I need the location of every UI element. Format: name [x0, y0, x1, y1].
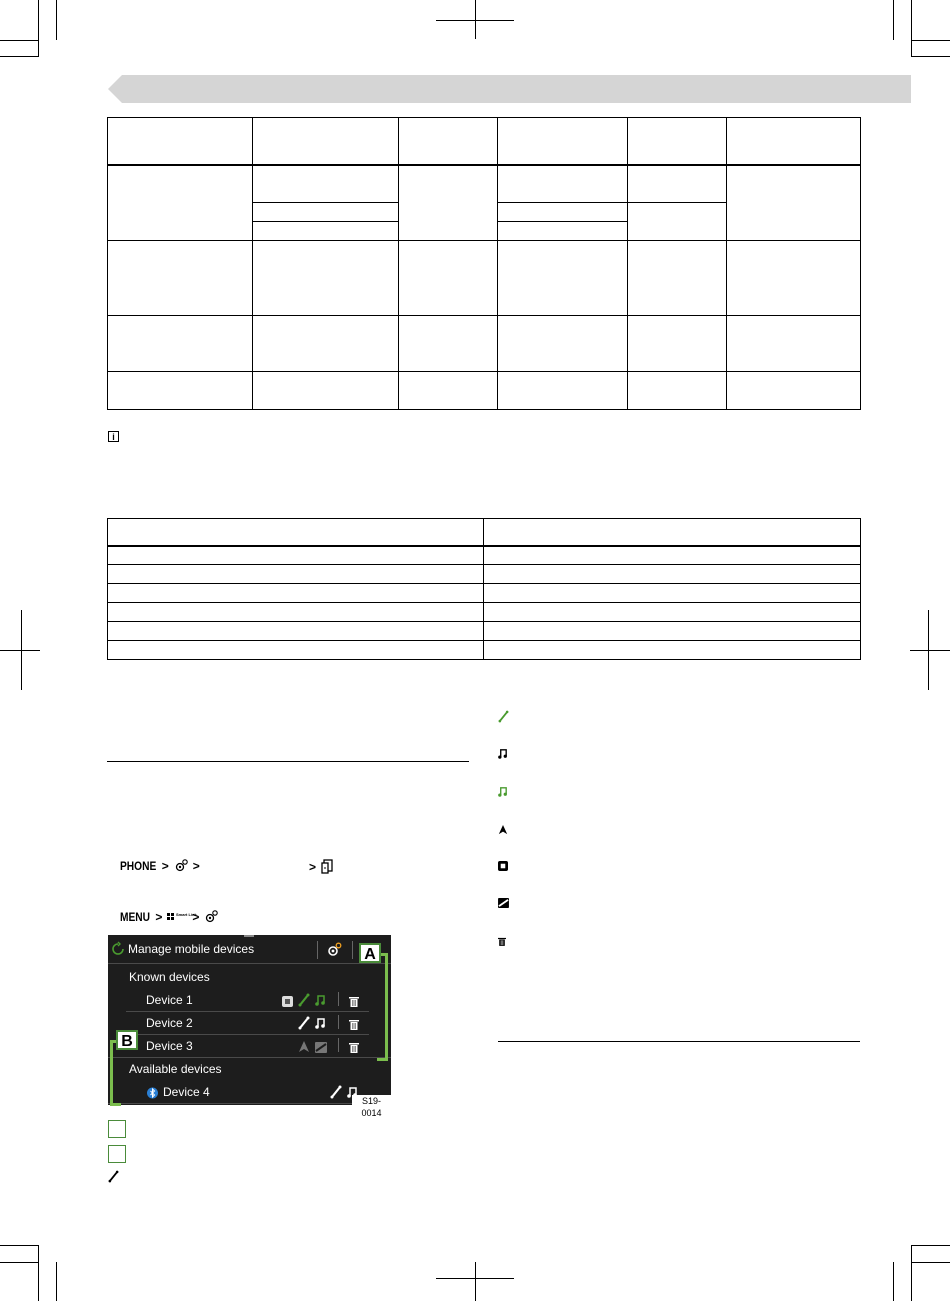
- gear-icon: [174, 859, 188, 873]
- table-header-row: [108, 118, 861, 165]
- figure-id: S19-0014: [352, 1095, 391, 1107]
- table-row: [108, 641, 861, 660]
- crop-mark: [436, 20, 514, 21]
- two-column-table: [107, 518, 861, 660]
- screen-title: Manage mobile devices: [128, 942, 255, 956]
- crop-mark: [21, 610, 22, 690]
- device-name[interactable]: Device 2: [146, 1016, 193, 1030]
- table-cell: [628, 372, 727, 410]
- table-cell: [628, 118, 727, 165]
- device-name[interactable]: Device 1: [146, 993, 193, 1007]
- table-cell: [484, 641, 861, 660]
- table-cell: [484, 519, 861, 546]
- smartlink-text: Smart Link: [176, 912, 198, 917]
- phone-green-icon: [498, 709, 509, 727]
- crop-mark: [912, 56, 950, 57]
- trash-icon[interactable]: [349, 1017, 359, 1035]
- smartlink-app-icon: [167, 911, 198, 923]
- row-divider: [338, 1015, 339, 1029]
- callout-b: B: [116, 1030, 138, 1050]
- table-cell: [484, 584, 861, 603]
- info-icon: i: [108, 431, 119, 442]
- crop-mark: [56, 0, 57, 40]
- crop-mark: [912, 1245, 950, 1246]
- table-cell: [108, 519, 484, 546]
- navigation-icon[interactable]: [298, 1040, 310, 1058]
- table-cell: [253, 372, 399, 410]
- music-icon[interactable]: [315, 1016, 326, 1034]
- table-cell: [399, 241, 498, 316]
- menu-navigation-path: [120, 910, 218, 924]
- section-separator: [108, 1057, 391, 1058]
- music-green-icon: [498, 784, 508, 802]
- phone-navigation-path-end: [309, 859, 333, 874]
- phone-icon[interactable]: [330, 1085, 342, 1103]
- gear-icon: [204, 910, 218, 924]
- table-cell: [108, 316, 253, 372]
- table-cell: [498, 316, 628, 372]
- row-divider: [338, 1038, 339, 1052]
- table-cell: [727, 165, 861, 241]
- table-cell: [484, 622, 861, 641]
- table-cell: [727, 241, 861, 316]
- navigation-icon: [498, 822, 508, 840]
- table-cell: [628, 316, 727, 372]
- known-devices-header: Known devices: [129, 970, 210, 984]
- bracket-a: [377, 953, 388, 1061]
- table-cell: [727, 316, 861, 372]
- crop-mark: [912, 1262, 950, 1263]
- crop-mark: [911, 0, 912, 57]
- smartlink-icon: [498, 858, 508, 876]
- crop-mark: [436, 1278, 514, 1279]
- title-divider: [317, 941, 318, 959]
- device-name[interactable]: Device 3: [146, 1039, 193, 1053]
- table-row: [108, 584, 861, 603]
- drag-handle[interactable]: [244, 935, 254, 937]
- table-row: [108, 546, 861, 565]
- settings-icon[interactable]: [326, 942, 342, 963]
- table-cell: [108, 165, 253, 241]
- table-cell: [108, 565, 484, 584]
- table-row: [108, 565, 861, 584]
- table-row: [108, 603, 861, 622]
- table-cell: [484, 546, 861, 565]
- compatibility-table: [107, 117, 861, 410]
- phone-icon[interactable]: [298, 1016, 310, 1034]
- music-green-icon[interactable]: [315, 993, 326, 1011]
- table-cell: [484, 565, 861, 584]
- table-header-row: [108, 519, 861, 546]
- phone-icon: [108, 1169, 119, 1187]
- mirror-icon[interactable]: [315, 1040, 327, 1058]
- crop-mark: [0, 56, 38, 57]
- table-cell: [253, 316, 399, 372]
- table-cell: [253, 165, 399, 203]
- crop-mark: [38, 1245, 39, 1301]
- table-cell: [253, 222, 399, 241]
- table-row: [108, 316, 861, 372]
- menu-label: MENU: [120, 910, 151, 924]
- crop-mark: [0, 650, 40, 651]
- path-separator: >: [155, 910, 163, 924]
- table-cell: [108, 372, 253, 410]
- title-divider: [352, 941, 353, 959]
- table-cell: [498, 241, 628, 316]
- crop-mark: [38, 0, 39, 57]
- section-rule-right: [498, 1041, 860, 1042]
- table-cell: [108, 241, 253, 316]
- legend-box-b: [108, 1145, 126, 1163]
- available-devices-header: Available devices: [129, 1062, 222, 1076]
- table-row: [108, 241, 861, 316]
- table-cell: [628, 241, 727, 316]
- table-cell: [399, 165, 498, 241]
- table-row: [108, 165, 861, 203]
- crop-mark: [475, 1262, 476, 1301]
- table-cell: [108, 584, 484, 603]
- table-cell: [108, 118, 253, 165]
- bluetooth-icon: [147, 1086, 158, 1104]
- crop-mark: [0, 1262, 38, 1263]
- table-cell: [498, 165, 628, 203]
- refresh-icon[interactable]: [110, 941, 126, 962]
- crop-mark: [893, 1262, 894, 1301]
- trash-icon[interactable]: [349, 994, 359, 1012]
- header-separator: [108, 963, 391, 964]
- crop-mark: [893, 0, 894, 40]
- table-cell: [727, 118, 861, 165]
- row-separator: [126, 1011, 369, 1012]
- bottom-separator: [108, 1103, 391, 1104]
- trash-icon[interactable]: [349, 1040, 359, 1058]
- table-cell: [628, 165, 727, 203]
- table-cell: [253, 118, 399, 165]
- table-cell: [498, 118, 628, 165]
- section-rule-left: [107, 761, 469, 762]
- table-cell: [108, 641, 484, 660]
- callout-a: A: [359, 943, 381, 963]
- table-cell: [108, 546, 484, 565]
- mirror-icon: [498, 895, 509, 913]
- header-band: [108, 75, 911, 103]
- table-cell: [253, 241, 399, 316]
- path-separator: >: [309, 859, 317, 874]
- table-cell: [498, 203, 628, 222]
- crop-mark: [910, 650, 950, 651]
- legend-box-a: [108, 1120, 126, 1138]
- crop-mark: [911, 1245, 912, 1301]
- crop-mark: [56, 1262, 57, 1301]
- table-cell: [108, 603, 484, 622]
- table-cell: [498, 222, 628, 241]
- path-separator: >: [192, 910, 200, 924]
- table-cell: [108, 622, 484, 641]
- table-cell: [628, 203, 727, 241]
- music-icon: [498, 746, 508, 764]
- phone-green-icon[interactable]: [298, 993, 310, 1011]
- phone-label: PHONE: [120, 859, 157, 873]
- table-cell: [399, 372, 498, 410]
- row-divider: [338, 992, 339, 1006]
- crop-mark: [912, 40, 950, 41]
- smartlink-icon[interactable]: [282, 994, 293, 1012]
- crop-mark: [0, 1245, 38, 1246]
- path-separator: >: [192, 859, 200, 873]
- table-cell: [399, 118, 498, 165]
- table-cell: [498, 372, 628, 410]
- table-row: [108, 372, 861, 410]
- device-management-icon: [321, 859, 333, 874]
- table-row: [108, 622, 861, 641]
- path-separator: >: [161, 859, 169, 873]
- table-cell: [253, 203, 399, 222]
- crop-mark: [928, 610, 929, 690]
- phone-navigation-path: [120, 859, 200, 873]
- trash-icon: [498, 933, 506, 951]
- table-cell: [399, 316, 498, 372]
- crop-mark: [0, 40, 38, 41]
- device-name[interactable]: Device 4: [163, 1085, 210, 1099]
- row-separator: [126, 1034, 369, 1035]
- table-cell: [484, 603, 861, 622]
- manage-devices-screenshot: [108, 935, 391, 1105]
- table-cell: [727, 372, 861, 410]
